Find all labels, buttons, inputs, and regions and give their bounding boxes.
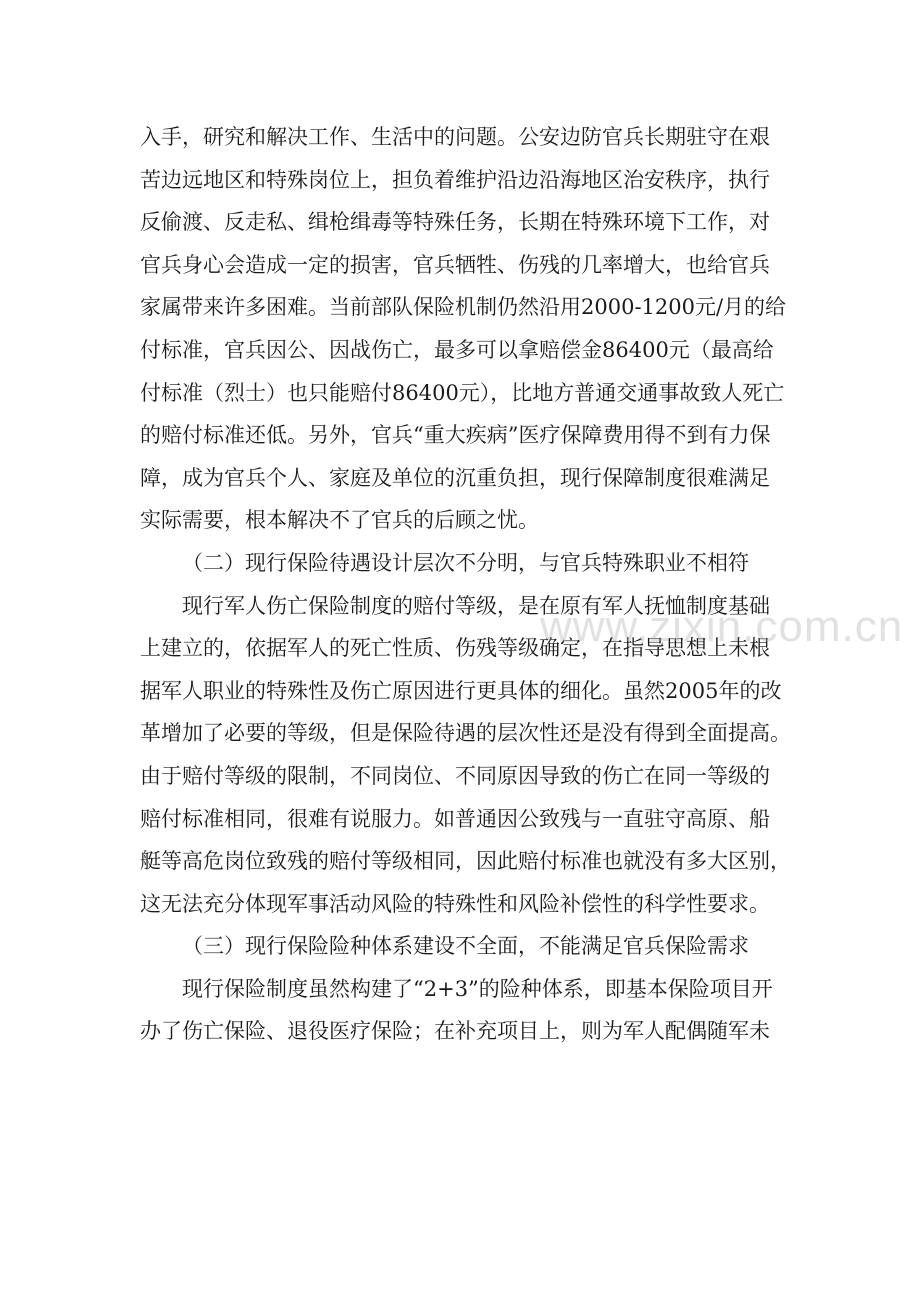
text-line: 赔付标准相同，很难有说服力。如普通因公致残与一直驻守高原、船: [140, 806, 770, 831]
text-line: 上建立的，依据军人的死亡性质、伤残等级确定，在指导思想上未根: [140, 636, 770, 661]
text-line: 付标准（烈士）也只能赔付86400元），比地方普通交通事故致人死亡: [140, 380, 785, 405]
text-line: 苦边远地区和特殊岗位上，担负着维护沿边沿海地区治安秩序，执行: [140, 167, 770, 192]
text-line: 这无法充分体现军事活动风险的特殊性和风险补偿性的科学性要求。: [140, 891, 770, 916]
text-line: 入手，研究和解决工作、生活中的问题。公安边防官兵长期驻守在艰: [140, 125, 770, 149]
section-heading-3: （三）现行保险险种体系建设不全面，不能满足官兵保险需求: [182, 934, 749, 959]
section-heading-2: （二）现行保险待遇设计层次不分明，与官兵特殊职业不相符: [182, 550, 749, 575]
text-line: 实际需要，根本解决不了官兵的后顾之忧。: [140, 508, 539, 533]
body-text: [140, 116, 800, 1053]
text-line: 家属带来许多困难。当前部队保险机制仍然沿用2000-1200元/月的给: [140, 295, 787, 320]
text-line: 反偷渡、反走私、缉枪缉毒等特殊任务，长期在特殊环境下工作，对: [140, 210, 770, 235]
paragraph-start: 现行军人伤亡保险制度的赔付等级，是在原有军人抚恤制度基础: [182, 593, 770, 618]
text-line: 障，成为官兵个人、家庭及单位的沉重负担，现行保障制度很难满足: [140, 465, 770, 490]
text-line: 革增加了必要的等级，但是保险待遇的层次性还是没有得到全面提高。: [140, 721, 791, 746]
text-line: 官兵身心会造成一定的损害，官兵牺牲、伤残的几率增大，也给官兵: [140, 252, 770, 277]
text-line: 由于赔付等级的限制，不同岗位、不同原因导致的伤亡在同一等级的: [140, 763, 770, 788]
watermark: www.zixin.com.cn: [540, 602, 904, 651]
paragraph-start: 现行保险制度虽然构建了“2+3”的险种体系，即基本保险项目开: [182, 976, 773, 1001]
text-line: 办了伤亡保险、退役医疗保险；在补充项目上，则为军人配偶随军未: [140, 1019, 770, 1044]
text-line: 据军人职业的特殊性及伤亡原因进行更具体的细化。虽然2005年的改: [140, 678, 782, 703]
text-line: 艇等高危岗位致残的赔付等级相同，因此赔付标准也就没有多大区别，: [140, 849, 791, 874]
text-line: 付标准，官兵因公、因战伤亡，最多可以拿赔偿金86400元（最高给: [140, 337, 774, 362]
text-line: 的赔付标准还低。另外，官兵“重大疾病”医疗保障费用得不到有力保: [140, 423, 771, 448]
